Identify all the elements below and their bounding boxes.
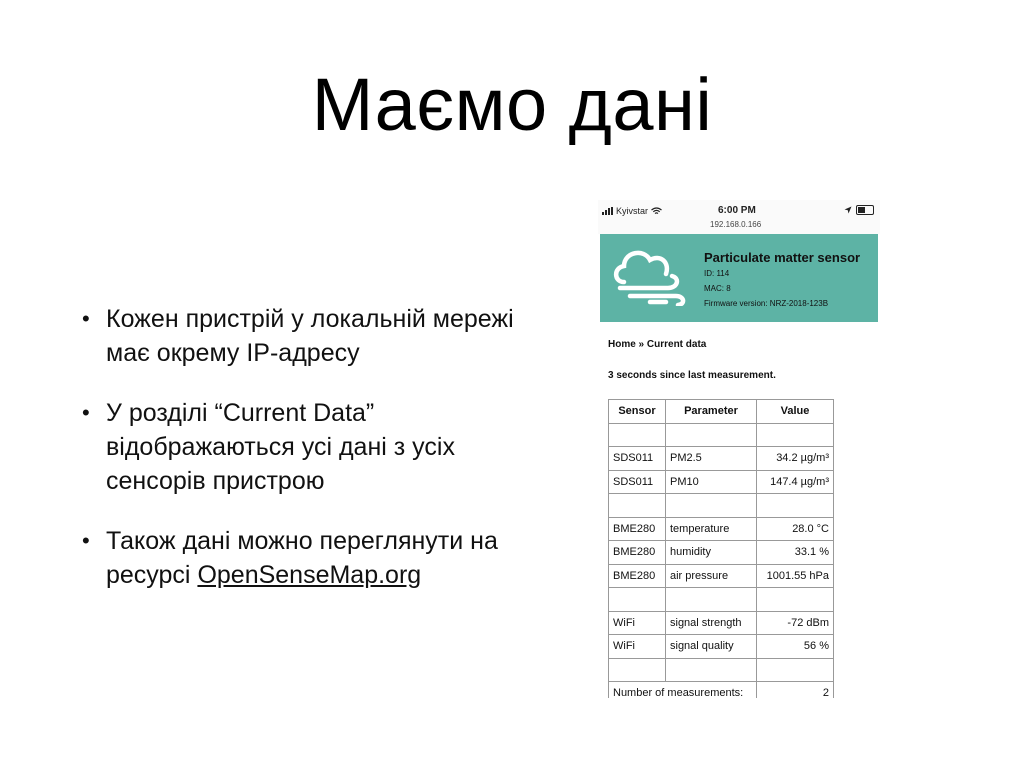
- battery-icon: [856, 205, 874, 215]
- bullet-text: У розділі “Current Data” відображаються усі дані з усіх сенсорів пристрою: [106, 399, 455, 495]
- column-header-sensor: Sensor: [609, 400, 666, 424]
- table-row: [609, 494, 834, 518]
- address-bar[interactable]: 192.168.0.166: [710, 220, 762, 229]
- cell-value: [757, 658, 834, 682]
- location-arrow-icon: [844, 206, 852, 214]
- cell-parameter: [666, 494, 757, 518]
- bullet-item: [82, 396, 552, 498]
- cell-parameter: signal strength: [666, 611, 757, 635]
- bullet-item: [82, 302, 552, 370]
- cell-value: 1001.55 hPa: [757, 564, 834, 588]
- cell-value: 34.2 µg/m³: [757, 447, 834, 471]
- bullet-list: [82, 302, 552, 618]
- table-row: [609, 658, 834, 682]
- cell-value: [757, 494, 834, 518]
- bullet-text: Також дані можно переглянути на ресурсі: [106, 527, 498, 589]
- table-row: [609, 635, 834, 659]
- bullet-item: [82, 524, 552, 592]
- table-row: [609, 564, 834, 588]
- cell-sensor: [609, 658, 666, 682]
- cell-sensor: BME280: [609, 564, 666, 588]
- cloud-wind-icon: [610, 244, 690, 306]
- cell-sensor: BME280: [609, 541, 666, 565]
- cell-value: 56 %: [757, 635, 834, 659]
- cell-sensor: [609, 588, 666, 612]
- table-row: [609, 423, 834, 447]
- bullet-text: Кожен пристрій у локальній мережі має окрему IP-адресу: [106, 305, 514, 367]
- cell-sensor: [609, 423, 666, 447]
- cell-sensor: [609, 494, 666, 518]
- cell-value: 28.0 °C: [757, 517, 834, 541]
- breadcrumb[interactable]: Home » Current data: [608, 339, 707, 350]
- cell-value: 147.4 µg/m³: [757, 470, 834, 494]
- status-right: [844, 205, 874, 215]
- cell-sensor: SDS011: [609, 447, 666, 471]
- table-row: [609, 470, 834, 494]
- measurement-count-value: 2: [757, 682, 834, 699]
- table-footer-row: [609, 682, 834, 699]
- column-header-parameter: Parameter: [666, 400, 757, 424]
- cell-sensor: WiFi: [609, 611, 666, 635]
- cell-value: -72 dBm: [757, 611, 834, 635]
- carrier-info: [602, 206, 662, 216]
- table-row: [609, 611, 834, 635]
- cell-parameter: [666, 588, 757, 612]
- status-bar: [598, 200, 880, 234]
- cell-parameter: PM2.5: [666, 447, 757, 471]
- cell-sensor: SDS011: [609, 470, 666, 494]
- cell-value: [757, 588, 834, 612]
- cell-value: [757, 423, 834, 447]
- table-header-row: [609, 400, 834, 424]
- app-header: [600, 234, 878, 322]
- cell-parameter: [666, 423, 757, 447]
- cell-sensor: WiFi: [609, 635, 666, 659]
- signal-bars-icon: [602, 207, 613, 215]
- status-time: 6:00 PM: [718, 205, 756, 216]
- opensensemap-link[interactable]: OpenSenseMap.org: [197, 561, 422, 589]
- device-mac: MAC: 8: [704, 284, 731, 293]
- cell-sensor: BME280: [609, 517, 666, 541]
- cell-parameter: [666, 658, 757, 682]
- phone-screenshot: [598, 200, 880, 698]
- cell-parameter: signal quality: [666, 635, 757, 659]
- measurement-age: 3 seconds since last measurement.: [608, 370, 776, 381]
- cell-value: 33.1 %: [757, 541, 834, 565]
- cell-parameter: PM10: [666, 470, 757, 494]
- table-row: [609, 447, 834, 471]
- table-row: [609, 517, 834, 541]
- table-row: [609, 541, 834, 565]
- sensor-data-table: [608, 399, 834, 698]
- measurement-count-label: Number of measurements:: [609, 682, 757, 699]
- cell-parameter: temperature: [666, 517, 757, 541]
- column-header-value: Value: [757, 400, 834, 424]
- device-id: ID: 114: [704, 269, 730, 278]
- table-row: [609, 588, 834, 612]
- cell-parameter: air pressure: [666, 564, 757, 588]
- slide-title: Маємо дані: [311, 63, 713, 146]
- cell-parameter: humidity: [666, 541, 757, 565]
- wifi-icon: [651, 207, 662, 215]
- carrier-name: Kyivstar: [616, 206, 649, 216]
- app-title: Particulate matter sensor: [704, 250, 861, 265]
- firmware-version: Firmware version: NRZ-2018-123B: [704, 299, 829, 308]
